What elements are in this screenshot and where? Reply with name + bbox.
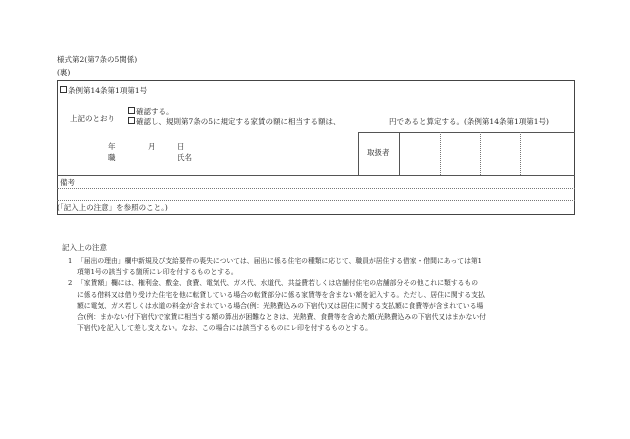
handler-stamp-divider-3	[520, 132, 521, 175]
post-label: 職	[108, 153, 116, 162]
handler-stamp-divider-1	[440, 132, 441, 175]
note-line: 「届出の理由」欄中新規及び支給要件の喪失については、届出に係る住宅の種類に応じて、職員が居住する借家・借間にあっては第1	[77, 257, 482, 265]
option-calc-row	[128, 117, 341, 127]
note-number: 1	[68, 257, 73, 265]
handler-cell-divider	[399, 132, 400, 175]
handler-stamp-divider-2	[480, 132, 481, 175]
note-number: 2	[68, 279, 73, 288]
handler-cell-border-left	[358, 132, 359, 175]
option-calc-tail: 円であると算定する。(条例第14条第1項第1号)	[389, 117, 549, 126]
notes-list	[64, 256, 576, 334]
date-year-label: 年	[108, 142, 116, 151]
confirm-label: 上記のとおり	[70, 114, 115, 123]
form-table	[57, 80, 575, 215]
note-line: 下宿代)を記入して差し支えない。なお、この場合には該当するものにレ印を付するものとする。	[77, 324, 372, 333]
name-label: 氏名	[177, 153, 192, 162]
option-confirm-checkbox[interactable]	[128, 107, 135, 114]
remarks-line-1	[57, 188, 575, 189]
clause-checkbox[interactable]	[60, 86, 67, 93]
page-side-label: (裏)	[57, 68, 71, 77]
option-confirm-row	[128, 107, 174, 117]
notes-title: 記入上の注意	[62, 243, 107, 252]
option-confirm-label: 確認する。	[136, 107, 174, 116]
option-calc-label: 確認し、規則第7条の5に規定する家賃の額に相当する額は、	[136, 117, 341, 126]
remarks-label: 備考	[60, 178, 75, 187]
option-calc-checkbox[interactable]	[128, 117, 135, 124]
handler-label: 取扱者	[367, 148, 390, 157]
note-line: 「家賃額」欄には、権利金、敷金、食費、電気代、ガス代、水道代、共益費若しくは店舗付住宅の店舗部分その他これに類するもの	[77, 279, 479, 288]
note-item-1	[64, 256, 576, 278]
note-line: に係る借料又は借り受けた住宅を他に転貸している場合の転貸部分に係る家賃等を含まない額を記入する。ただし、居住に関する支払	[77, 290, 485, 299]
date-month-label: 月	[148, 142, 156, 151]
note-item-2	[64, 278, 576, 334]
form-number-label: 様式第2(第7条の5関係)	[57, 55, 138, 64]
note-line: 合(例：まかない付下宿代)で家賃に相当する額の算出が困難なときは、光熱費、食費等を含めた額(光熱費込みの下宿代又はまかない付	[77, 313, 486, 322]
date-day-label: 日	[177, 142, 185, 151]
clause-checkbox-label: 条例第14条第1項第1号	[68, 86, 148, 95]
remarks-note: (「記入上の注意」を参照のこと。)	[57, 203, 168, 212]
remarks-line-2	[57, 200, 575, 201]
handler-cell-border-top	[358, 132, 575, 133]
divider-remarks	[57, 175, 575, 176]
note-line: 項第1号の該当する箇所にレ印を付するものとする。	[77, 268, 238, 277]
note-line: 額に電気、ガス若しくは水道の料金が含まれている場合(例：光熱費込みの下宿代)又は居住に関する支払額に食費等が含まれている場	[77, 301, 484, 310]
clause-checkbox-row	[60, 86, 147, 96]
